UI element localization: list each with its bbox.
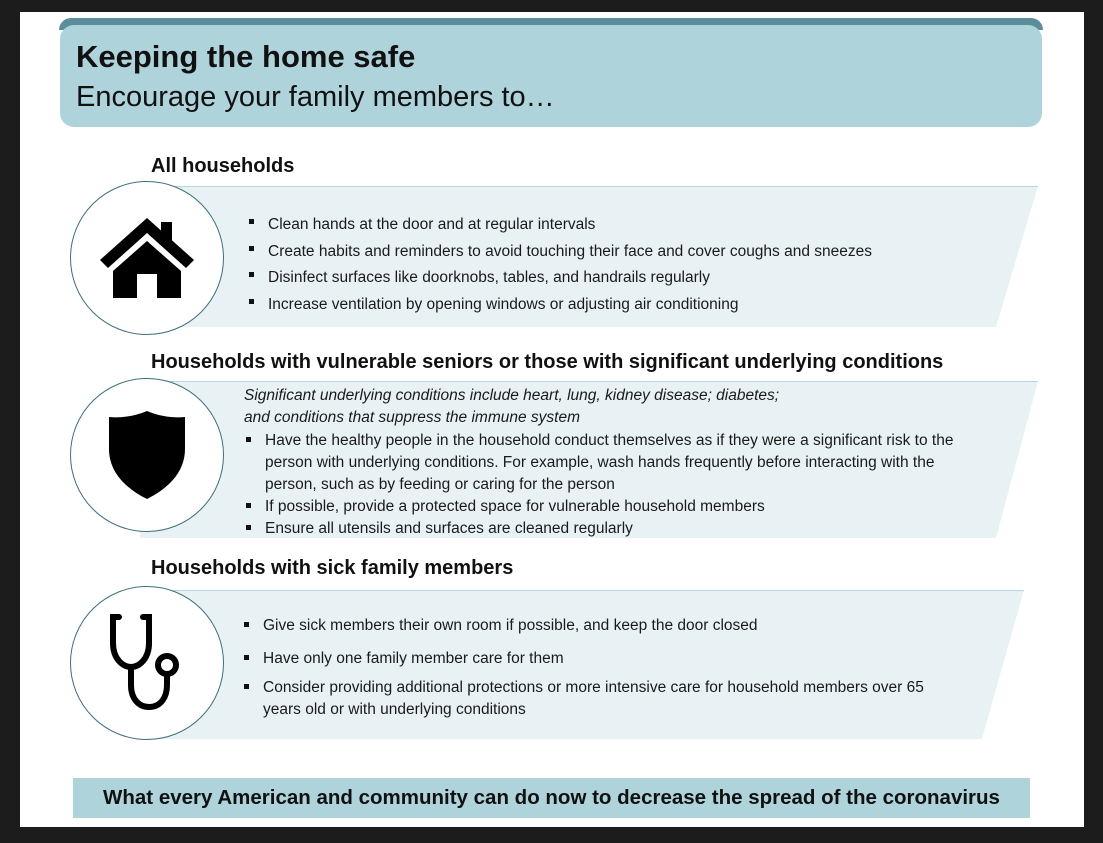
bullet-list-vulnerable xyxy=(244,430,953,540)
list-item-line: Consider providing additional protections or more intensive care for household members over 65 xyxy=(263,679,924,696)
list-item-line: person with underlying conditions. For example, wash hands frequently before interacting with the xyxy=(265,454,935,471)
list-item: Ensure all utensils and surfaces are cleaned regularly xyxy=(244,518,953,540)
section-heading-all-households: All households xyxy=(151,155,295,177)
slide-page xyxy=(20,12,1084,827)
list-item: Give sick members their own room if possible, and keep the door closed xyxy=(242,615,924,637)
list-item: Disinfect surfaces like doorknobs, tables, and handrails regularly xyxy=(247,265,872,292)
footer-banner xyxy=(73,778,1030,818)
shield-icon xyxy=(107,409,187,501)
section-heading-vulnerable: Households with vulnerable seniors or those with significant underlying conditions xyxy=(151,351,944,373)
section-heading-sick: Households with sick family members xyxy=(151,557,514,579)
list-item xyxy=(242,677,924,721)
house-icon-circle xyxy=(70,181,224,335)
list-item-line: person, such as by feeding or caring for the person xyxy=(265,476,615,493)
list-item: Clean hands at the door and at regular intervals xyxy=(247,212,872,239)
list-item: Have only one family member care for them xyxy=(242,648,924,670)
list-item xyxy=(244,430,953,496)
page-subtitle: Encourage your family members to… xyxy=(76,81,555,113)
footer-text: What every American and community can do now to decrease the spread of the coronavirus xyxy=(103,786,1000,809)
shield-icon-circle xyxy=(70,378,224,532)
note-line: and conditions that suppress the immune system xyxy=(244,409,581,426)
note-line: Significant underlying conditions include heart, lung, kidney disease; diabetes; xyxy=(244,387,780,404)
header-banner xyxy=(60,25,1042,127)
page-title: Keeping the home safe xyxy=(76,39,416,74)
list-item: Create habits and reminders to avoid touching their face and cover coughs and sneezes xyxy=(247,239,872,266)
house-icon xyxy=(99,216,195,300)
list-item: If possible, provide a protected space for vulnerable household members xyxy=(244,496,953,518)
stethoscope-icon-circle xyxy=(70,586,224,740)
list-item-line: Have the healthy people in the household conduct themselves as if they were a significant risk to the xyxy=(265,432,954,449)
underlying-conditions-note xyxy=(244,385,779,429)
bullet-list-all-households xyxy=(247,212,872,318)
bullet-list-sick xyxy=(242,615,924,721)
stethoscope-icon xyxy=(107,613,187,713)
list-item-line: years old or with underlying conditions xyxy=(263,701,526,718)
list-item: Increase ventilation by opening windows or adjusting air conditioning xyxy=(247,292,872,319)
